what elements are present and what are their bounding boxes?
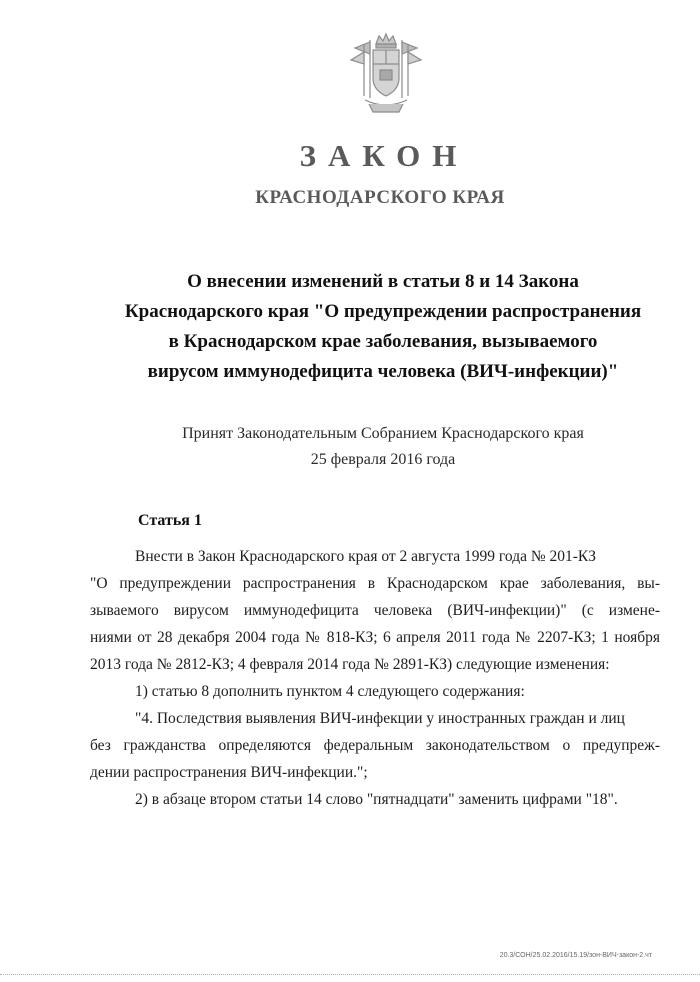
heading-line: в Краснодарском крае заболевания, вызываемого	[168, 331, 598, 352]
body-line: 2013 года № 2812-КЗ; 4 февраля 2014 года № 2891-КЗ) следующие изменения:	[90, 656, 610, 673]
article-body	[90, 543, 660, 813]
law-heading	[0, 267, 700, 387]
law-subtitle: КРАСНОДАРСКОГО КРАЯ	[255, 187, 505, 208]
scan-edge-divider	[0, 974, 700, 977]
coat-of-arms-icon	[343, 30, 429, 116]
heading-line: вирусом иммунодефицита человека (ВИЧ-инфекции)"	[147, 361, 619, 382]
body-line: 1) статью 8 дополнить пунктом 4 следующего содержания:	[135, 683, 525, 700]
heading-line: О внесении изменений в статьи 8 и 14 Закона	[187, 271, 579, 292]
body-line: ниями от 28 декабря 2004 года № 818-КЗ; 6 апреля 2011 года № 2207-КЗ; 1 ноября	[90, 629, 660, 646]
law-title: ЗАКОН	[299, 138, 469, 173]
body-line: "4. Последствия выявления ВИЧ-инфекции у иностранных граждан и лиц	[135, 710, 625, 727]
body-line: зываемого вирусом иммунодефицита человека (ВИЧ-инфекции)" (с измене-	[90, 602, 660, 619]
adoption-date: 25 февраля 2016 года	[310, 451, 456, 468]
adoption-note	[0, 421, 700, 473]
adoption-body: Принят Законодательным Собранием Краснодарского края	[182, 425, 584, 442]
body-line: Внести в Закон Краснодарского края от 2 августа 1999 года № 201-КЗ	[135, 548, 597, 565]
article-title: Статья 1	[138, 512, 202, 529]
heading-line: Краснодарского края "О предупреждении распространения	[124, 301, 642, 322]
body-line: без гражданства определяются федеральным законодательством о предупреж-	[90, 737, 660, 754]
body-line: 2) в абзаце втором статьи 14 слово "пятнадцати" заменить цифрами "18".	[135, 791, 618, 808]
document-code: 20.3/СОН/25.02.2016/15.19/зон-ВИЧ-закон-2.чт	[499, 952, 652, 959]
body-line: "О предупреждении распространения в Краснодарском крае заболевания, вы-	[90, 575, 660, 592]
body-line: дении распространения ВИЧ-инфекции.";	[90, 764, 368, 781]
